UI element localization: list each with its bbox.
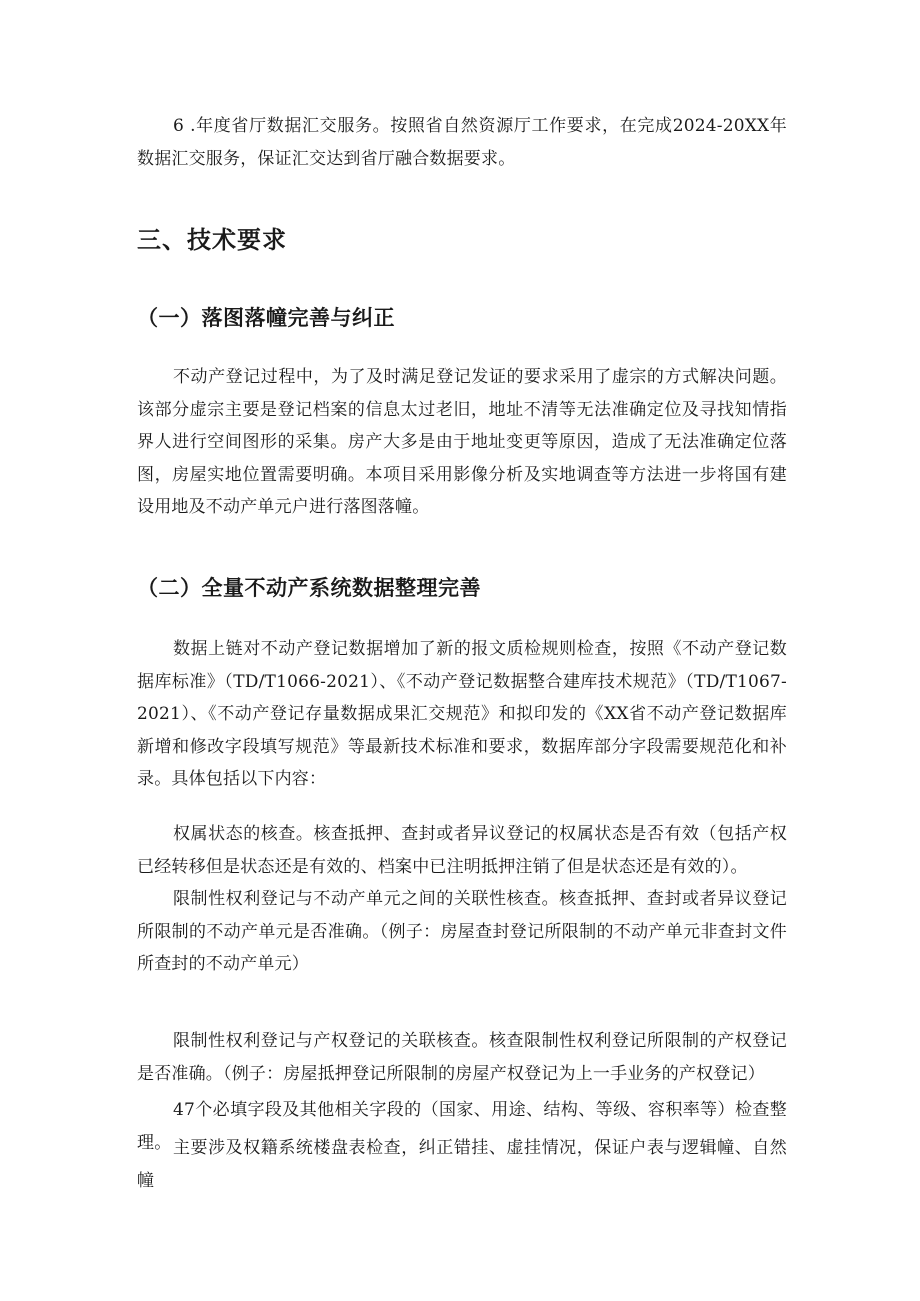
- subsection-2-paragraph-6: [137, 1132, 787, 1197]
- subsection-2-title: （二）全量不动产系统数据整理完善: [137, 575, 481, 600]
- subsection-2-text-1: 数据上链对不动产登记数据增加了新的报文质检规则检查，按照《不动产登记数据库标准》（TD/T1066-2021）、《不动产登记数据整合建库技术规范》（TD/T1067-2021）、《不动产登记存量数据成果汇交规范》和拟印发的《XX省不动产登记数据库新增和修改字段填写规范》等最新技术标准和要求，数据库部分字段需要规范化和补录。具体包括以下内容：: [137, 639, 787, 789]
- subsection-2-text-4: 限制性权利登记与产权登记的关联核查。核查限制性权利登记所限制的产权登记是否准确。（例子：房屋抵押登记所限制的房屋产权登记为上一手业务的产权登记）: [137, 1031, 787, 1084]
- subsection-2-heading: [137, 573, 787, 603]
- subsection-2-paragraph-3: [137, 883, 787, 981]
- subsection-1-heading: [137, 303, 787, 333]
- subsection-2-paragraph-4: [137, 1025, 787, 1090]
- subsection-1-title: （一）落图落幢完善与纠正: [137, 305, 395, 330]
- subsection-1-text: 不动产登记过程中，为了及时满足登记发证的要求采用了虚宗的方式解决问题。该部分虚宗主要是登记档案的信息太过老旧，地址不清等无法准确定位及寻找知情指界人进行空间图形的采集。房产大多是由于地址变更等原因，造成了无法准确定位落图，房屋实地位置需要明确。本项目采用影像分析及实地调查等方法进一步将国有建设用地及不动产单元户进行落图落幢。: [137, 367, 787, 517]
- subsection-2-text-6: 主要涉及权籍系统楼盘表检查，纠正错挂、虚挂情况，保证户表与逻辑幢、自然幢: [137, 1138, 787, 1191]
- subsection-2-paragraph-1: [137, 633, 787, 796]
- subsection-2-text-2: 权属状态的核查。核查抵押、查封或者异议登记的权属状态是否有效（包括产权已经转移但是状态还是有效的、档案中已注明抵押注销了但是状态还是有效的）。: [137, 824, 787, 877]
- item-6-text: 6 .年度省厅数据汇交服务。按照省自然资源厅工作要求，在完成2024-20XX年数据汇交服务，保证汇交达到省厅融合数据要求。: [137, 116, 787, 169]
- section-3-heading: [137, 224, 787, 256]
- subsection-1-paragraph: [137, 361, 787, 524]
- item-6-paragraph: [137, 110, 787, 175]
- subsection-2-paragraph-2: [137, 818, 787, 883]
- subsection-2-text-5: 47个必填字段及其他相关字段的（国家、用途、结构、等级、容积率等）检查整理。: [137, 1100, 787, 1153]
- section-3-title: 三、技术要求: [137, 225, 287, 254]
- subsection-2-text-3: 限制性权利登记与不动产单元之间的关联性核查。核查抵押、查封或者异议登记所限制的不动产单元是否准确。（例子：房屋查封登记所限制的不动产单元非查封文件所查封的不动产单元）: [137, 889, 787, 974]
